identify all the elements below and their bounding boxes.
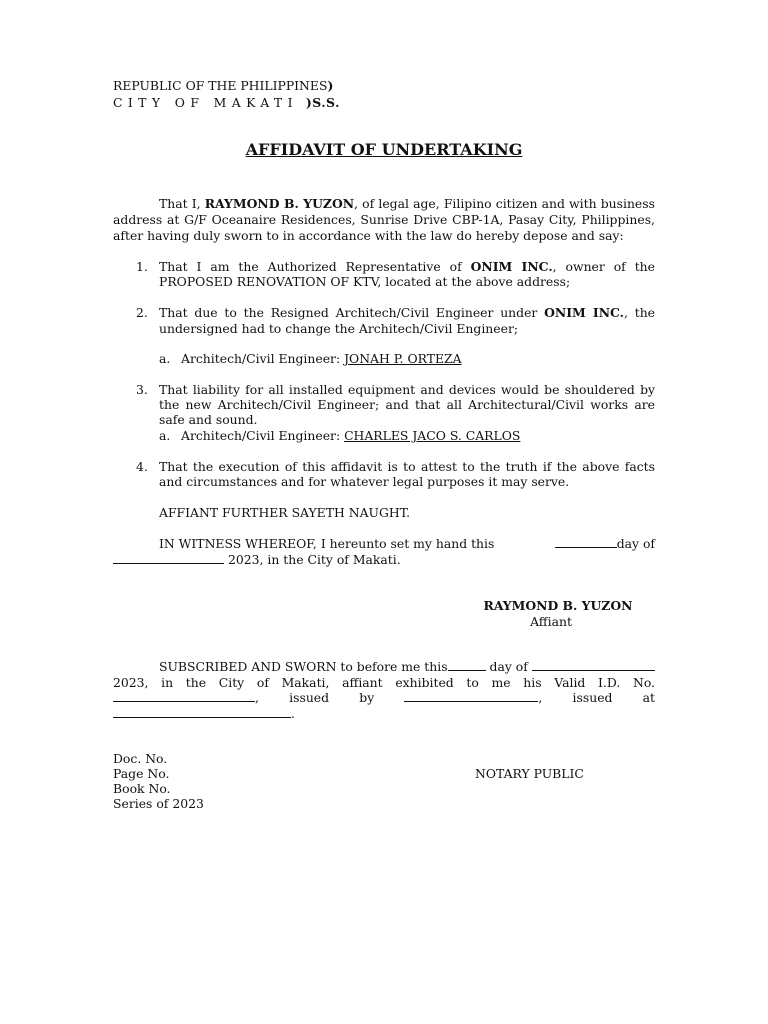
- affiant-name-intro: RAYMOND B. YUZON: [204, 196, 355, 211]
- item-1-text-b: , owner of the: [552, 259, 655, 274]
- jurat-line-3: [113, 690, 655, 706]
- ss-text: )S.S.: [305, 95, 340, 110]
- issued-word-1: issued: [289, 690, 330, 705]
- item-2-line-2: undersigned had to change the Architech/Civil Engineer;: [159, 321, 519, 336]
- item-2-text-b: , the: [624, 305, 656, 320]
- item-2-line-1: [159, 305, 655, 321]
- item-1-line-1: [159, 259, 655, 275]
- item-2-sub-label: a.: [159, 351, 171, 366]
- jurat-line-2: 2023, in the City of Makati, affiant exhibited to me his Valid I.D. No.: [113, 675, 655, 690]
- day-blank: [555, 536, 617, 548]
- jurat-text-b: day of: [485, 659, 532, 674]
- jurat-period: .: [291, 706, 295, 721]
- issuer-blank: [404, 690, 538, 702]
- item-1-number: 1.: [136, 259, 148, 274]
- venue-line-2: [113, 95, 340, 111]
- signatory-name: RAYMOND B. YUZON: [483, 598, 633, 613]
- item-2-number: 2.: [136, 305, 148, 320]
- item-1-line-2: PROPOSED RENOVATION OF KTV, located at the above address;: [159, 274, 571, 289]
- old-engineer-name: JONAH P. ORTEZA: [344, 351, 462, 366]
- item-3-sub-label: a.: [159, 428, 171, 443]
- engineer-label: Architech/Civil Engineer:: [181, 351, 345, 366]
- city-text: CITY OF MAKATI: [113, 95, 298, 110]
- witness-line-2: [113, 552, 401, 568]
- jurat-month-blank: [532, 659, 655, 671]
- jurat-comma-2: ,: [538, 690, 543, 705]
- intro-text-b: , of legal age, Filipino citizen and with business: [354, 196, 655, 211]
- jurat-day-blank: [448, 659, 486, 671]
- venue-line-1: [113, 78, 333, 94]
- witness-line-1: [159, 536, 655, 552]
- page-no: Page No.: [113, 766, 170, 781]
- witness-text-a: IN WITNESS WHEREOF, I hereunto set my hand this: [159, 536, 495, 551]
- item-2-sub: [181, 351, 462, 367]
- series-year: Series of 2023: [113, 796, 204, 811]
- signatory-role: Affiant: [530, 614, 572, 629]
- jurat-line-1: [159, 659, 655, 675]
- item-3-sub: [181, 428, 520, 444]
- notary-public-label: NOTARY PUBLIC: [475, 766, 584, 781]
- issued-word-2: issued: [572, 690, 613, 705]
- jurat-line-4: [113, 706, 295, 722]
- intro-text-a: That I,: [159, 196, 205, 211]
- item-3-line-3: safe and sound.: [159, 412, 258, 427]
- place-blank: [113, 706, 291, 718]
- intro-line-1: [159, 196, 655, 212]
- witness-text-b: day of: [616, 536, 655, 551]
- jurat-comma-1: ,: [255, 690, 259, 705]
- further-sayeth: AFFIANT FURTHER SAYETH NAUGHT.: [159, 505, 411, 520]
- company-name: ONIM INC.: [544, 305, 624, 320]
- month-blank: [113, 552, 224, 564]
- item-2-text-a: That due to the Resigned Architech/Civil Engineer under: [159, 305, 545, 320]
- book-no: Book No.: [113, 781, 171, 796]
- item-4-line-1: That the execution of this affidavit is to attest to the truth if the above facts: [159, 459, 655, 474]
- at-word: at: [642, 690, 656, 705]
- item-3-number: 3.: [136, 382, 148, 397]
- item-3-line-1: That liability for all installed equipment and devices would be shouldered by: [159, 382, 655, 397]
- venue-paren: ): [327, 78, 334, 93]
- witness-text-c: 2023, in the City of Makati.: [227, 552, 401, 567]
- jurat-text-a: SUBSCRIBED AND SWORN to before me this: [159, 659, 448, 674]
- item-4-number: 4.: [136, 459, 148, 474]
- intro-line-2: address at G/F Oceanaire Residences, Sunrise Drive CBP-1A, Pasay City, Philippines,: [113, 212, 655, 227]
- new-engineer-name: CHARLES JACO S. CARLOS: [344, 428, 521, 443]
- intro-line-3: after having duly sworn to in accordance with the law do hereby depose and say:: [113, 228, 624, 243]
- company-name: ONIM INC.: [470, 259, 553, 274]
- by-word: by: [359, 690, 375, 705]
- doc-no: Doc. No.: [113, 751, 168, 766]
- document-title: AFFIDAVIT OF UNDERTAKING: [245, 140, 523, 159]
- item-3-line-2: the new Architech/Civil Engineer; and that all Architectural/Civil works are: [159, 397, 655, 412]
- id-number-blank: [113, 690, 255, 702]
- engineer-label: Architech/Civil Engineer:: [181, 428, 345, 443]
- item-4-line-2: and circumstances and for whatever legal purposes it may serve.: [159, 474, 570, 489]
- republic-text: REPUBLIC OF THE PHILIPPINES: [113, 78, 328, 93]
- item-1-text-a: That I am the Authorized Representative of: [159, 259, 471, 274]
